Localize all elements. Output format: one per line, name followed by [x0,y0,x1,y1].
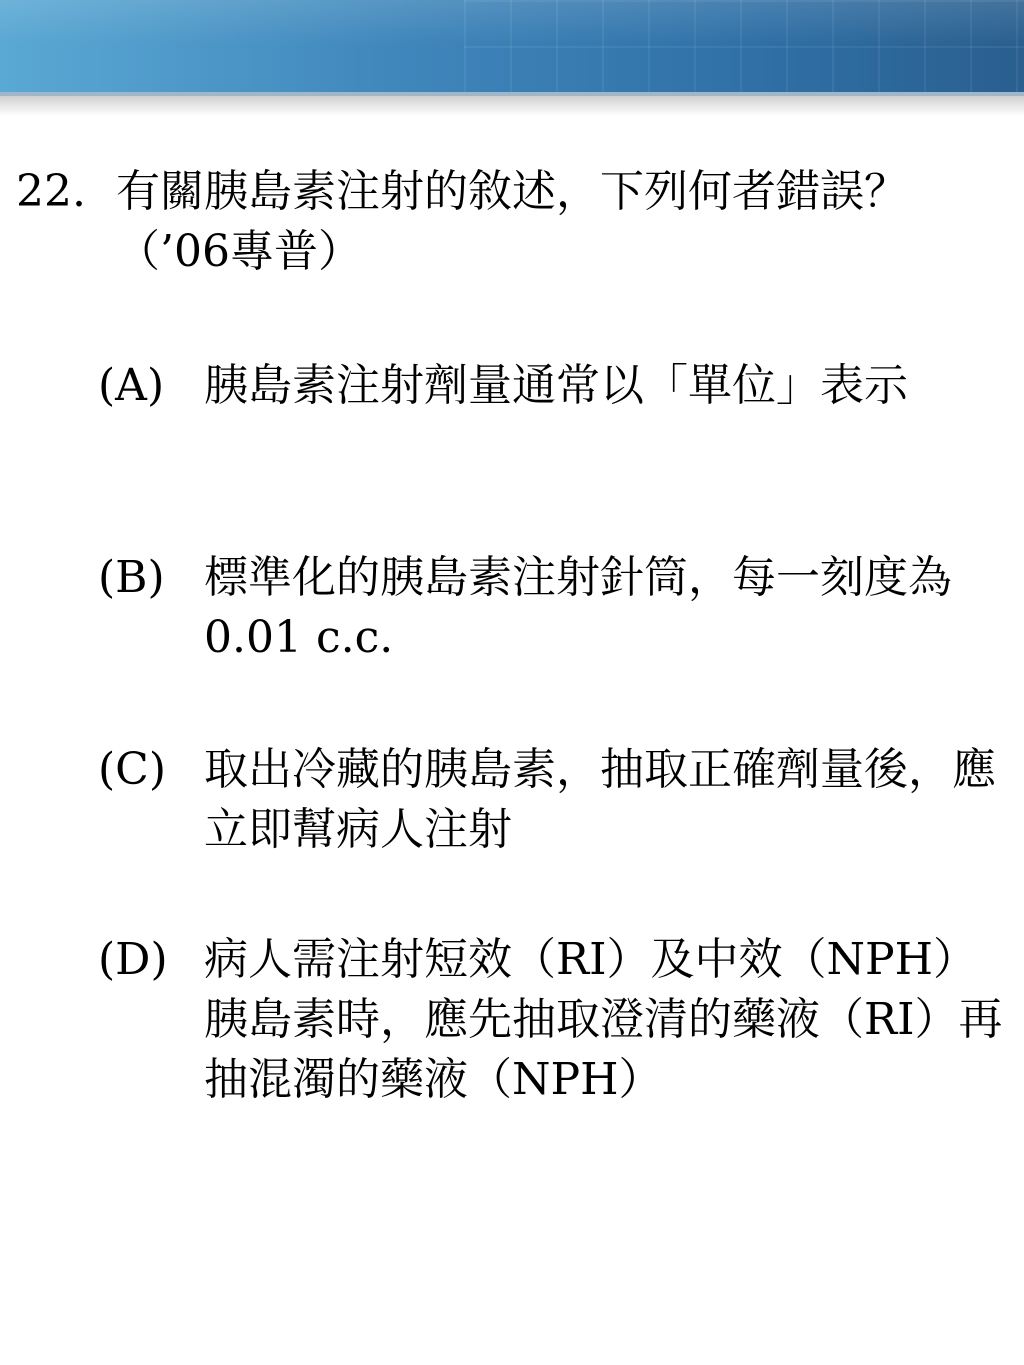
question-text: 有關胰島素注射的敘述，下列何者錯誤？ （’06專普） [116,166,908,277]
banner-shadow [0,96,1024,116]
option-d-text: 病人需注射短效（RI）及中效（NPH）胰島素時，應先抽取澄清的藥液（RI）再抽混濁的藥液（NPH） [204,934,1003,1105]
option-b-text: 標準化的胰島素注射針筒，每一刻度為0.01 c.c. [204,552,952,663]
option-d-label: (D) [98,934,168,985]
banner-gloss [0,0,1024,44]
option-b-label: (B) [98,552,165,603]
option-a-text: 胰島素注射劑量通常以「單位」表示 [204,360,908,411]
header-banner [0,0,1024,92]
option-c-label: (C) [98,744,166,795]
question-number: 22. [16,166,86,217]
option-c-text: 取出冷藏的胰島素，抽取正確劑量後，應立即幫病人注射 [204,744,996,855]
option-a-label: (A) [98,360,165,411]
